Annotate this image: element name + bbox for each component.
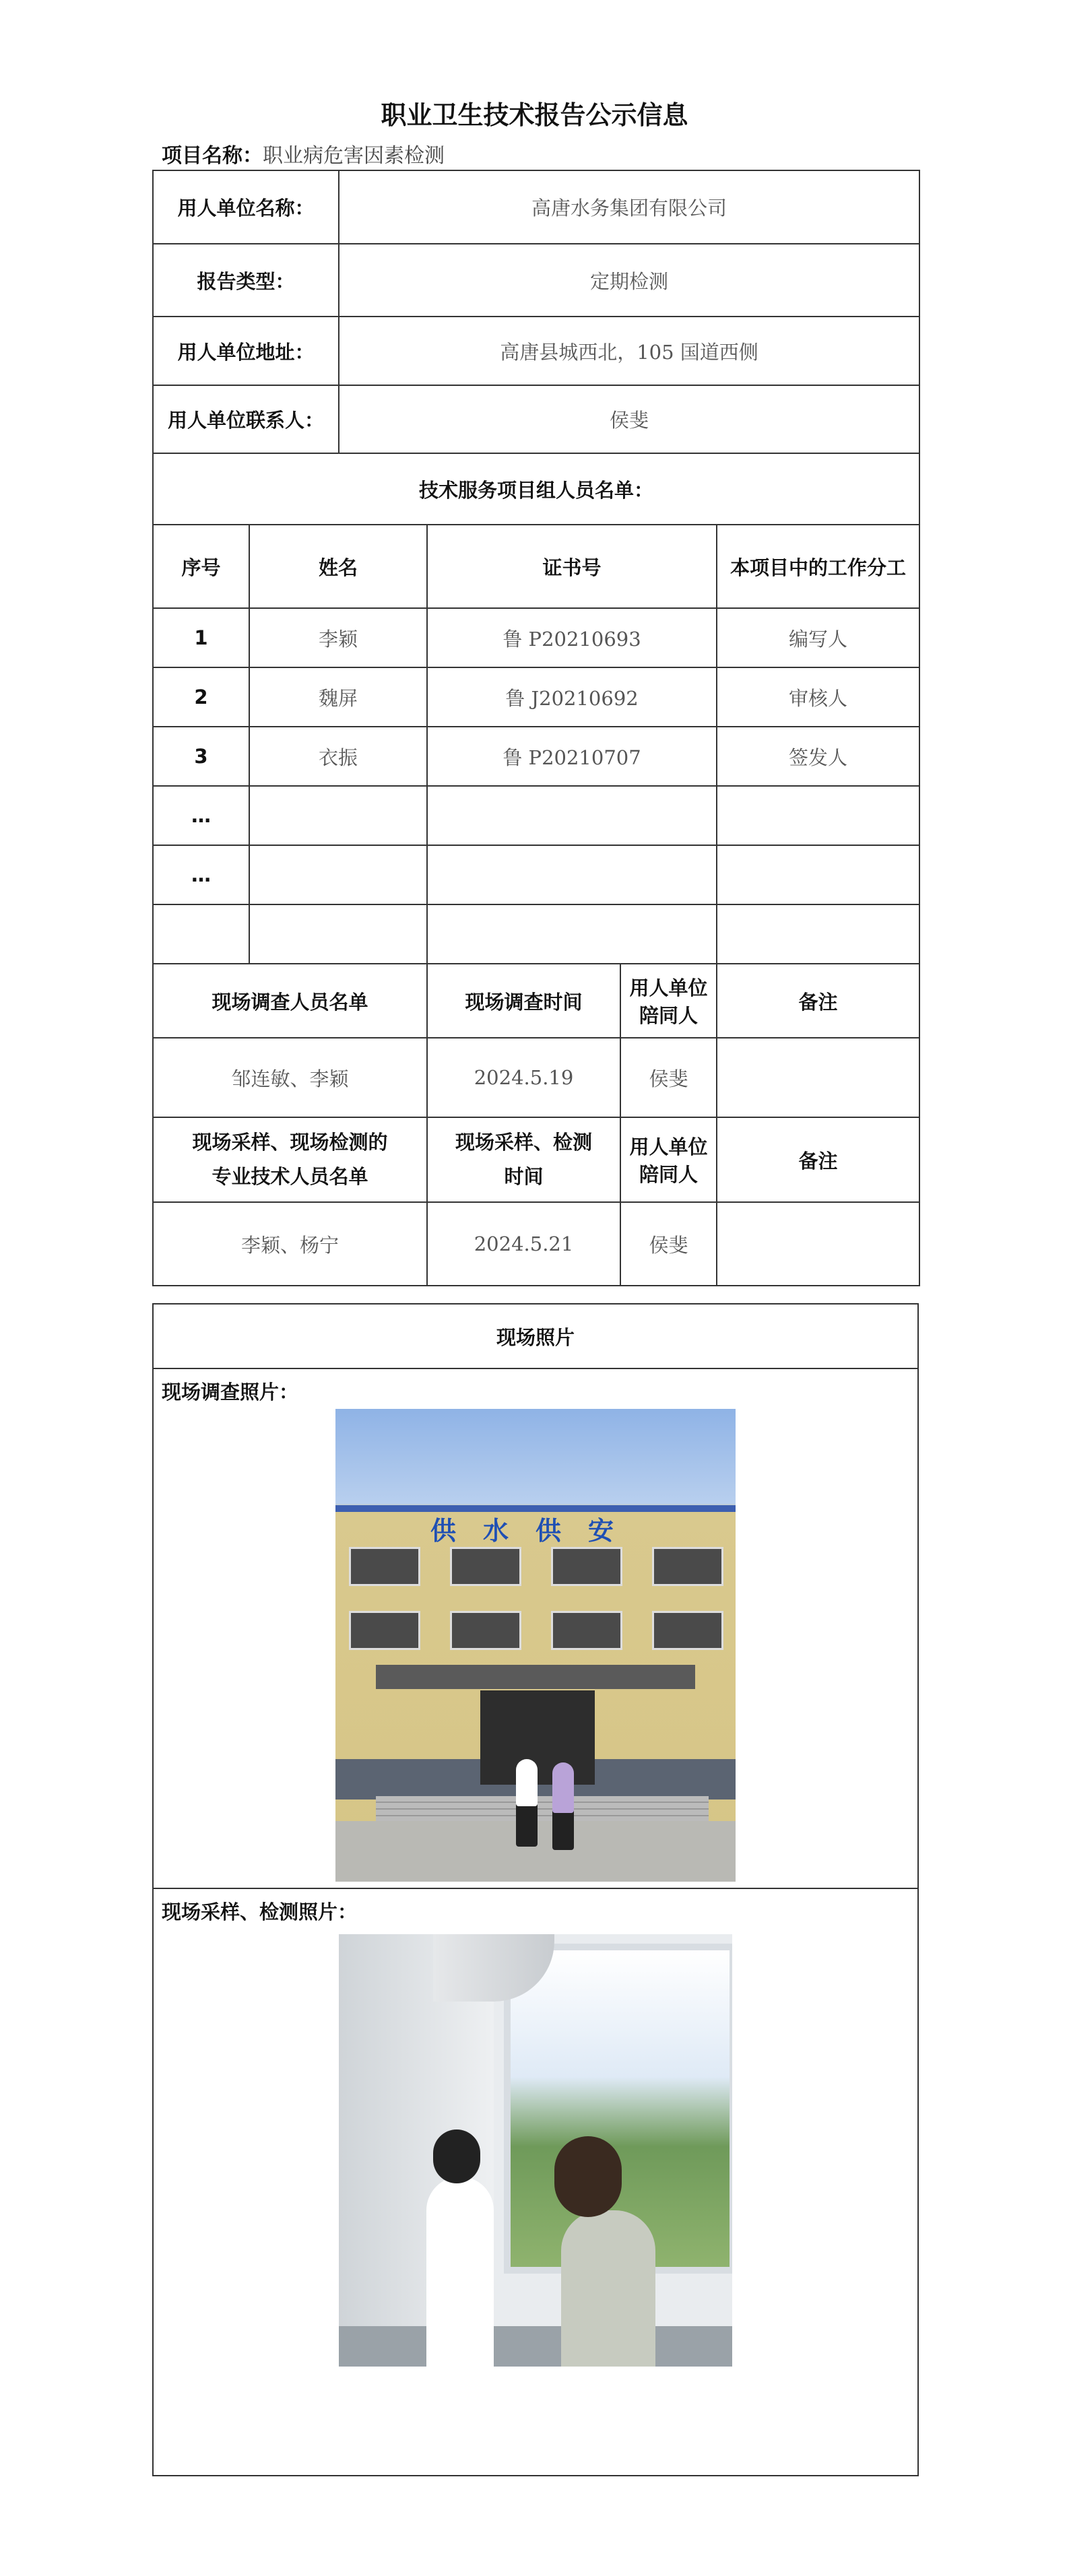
sampling-header-staff-line2: 专业技术人员名单 xyxy=(212,1165,368,1188)
person-figure xyxy=(516,1759,538,1847)
team-heading-row xyxy=(153,453,919,525)
team-header-no: 序号 xyxy=(153,525,249,608)
report-type-row xyxy=(153,244,919,317)
building-sign: 供水供安 xyxy=(430,1516,641,1546)
sampling-header-note: 备注 xyxy=(717,1117,919,1202)
table-row xyxy=(153,845,919,904)
table-row xyxy=(153,786,919,845)
technician-figure xyxy=(561,2210,655,2367)
team-header-row xyxy=(153,525,919,608)
person-figure xyxy=(552,1762,574,1850)
building-window xyxy=(450,1547,521,1586)
survey-photo-building xyxy=(335,1409,736,1882)
address-row xyxy=(153,317,919,385)
team-cert: 鲁 J20210692 xyxy=(427,667,717,727)
team-cert xyxy=(427,786,717,845)
team-cert: 鲁 P20210707 xyxy=(427,727,717,786)
building-window xyxy=(450,1611,521,1650)
survey-header-note: 备注 xyxy=(717,964,919,1038)
table-row xyxy=(153,727,919,786)
team-no: 1 xyxy=(153,608,249,667)
page-title: 职业卫生技术报告公示信息 xyxy=(381,100,688,130)
team-role xyxy=(717,845,919,904)
survey-escort: 侯斐 xyxy=(620,1038,717,1117)
team-role: 审核人 xyxy=(717,667,919,727)
sampling-time: 2024.5.21 xyxy=(427,1202,620,1286)
sampling-note xyxy=(717,1202,919,1286)
building-window xyxy=(551,1547,622,1586)
contact-row xyxy=(153,385,919,453)
team-name xyxy=(249,786,427,845)
technician-head xyxy=(433,2129,480,2183)
info-table xyxy=(152,170,920,1286)
table-row xyxy=(153,608,919,667)
technician-figure xyxy=(426,2177,494,2367)
team-role: 签发人 xyxy=(717,727,919,786)
team-no xyxy=(153,904,249,964)
team-cert: 鲁 P20210693 xyxy=(427,608,717,667)
sampling-header-escort: 用人单位陪同人 xyxy=(620,1117,717,1202)
team-role xyxy=(717,904,919,964)
team-header-role: 本项目中的工作分工 xyxy=(717,525,919,608)
project-label: 项目名称： xyxy=(162,144,263,168)
sampling-staff: 李颖、杨宁 xyxy=(153,1202,427,1286)
sampling-header-time xyxy=(427,1117,620,1202)
team-role: 编写人 xyxy=(717,608,919,667)
sampling-header-row xyxy=(153,1117,919,1202)
sampling-row xyxy=(153,1202,919,1286)
survey-time: 2024.5.19 xyxy=(427,1038,620,1117)
table-row xyxy=(153,904,919,964)
team-role xyxy=(717,786,919,845)
building-canopy xyxy=(376,1665,695,1689)
survey-photo-cell xyxy=(153,1368,918,1888)
team-name: 魏屏 xyxy=(249,667,427,727)
building-window xyxy=(652,1611,723,1650)
building-window xyxy=(551,1611,622,1650)
address-label: 用人单位地址： xyxy=(153,317,339,385)
sampling-header-time-line1: 现场采样、检测 xyxy=(455,1131,593,1154)
sampling-photo-label: 现场采样、检测照片： xyxy=(162,1901,358,1923)
team-heading: 技术服务项目组人员名单： xyxy=(153,453,919,525)
team-name: 李颖 xyxy=(249,608,427,667)
team-no: … xyxy=(153,845,249,904)
team-cert xyxy=(427,904,717,964)
sampling-header-time-line2: 时间 xyxy=(504,1165,544,1188)
team-name xyxy=(249,845,427,904)
survey-header-time: 现场调查时间 xyxy=(427,964,620,1038)
survey-header-staff: 现场调查人员名单 xyxy=(153,964,427,1038)
sampling-photo-row xyxy=(153,1888,918,2476)
report-type-label: 报告类型： xyxy=(153,244,339,317)
address-value: 高唐县城西北，105 国道西侧 xyxy=(339,317,919,385)
sampling-photo-cell xyxy=(153,1888,918,2476)
team-no: 3 xyxy=(153,727,249,786)
survey-note xyxy=(717,1038,919,1117)
sampling-photo-lab xyxy=(339,1934,732,2367)
contact-label: 用人单位联系人： xyxy=(153,385,339,453)
employer-name-label: 用人单位名称： xyxy=(153,170,339,244)
team-name: 衣振 xyxy=(249,727,427,786)
team-header-cert: 证书号 xyxy=(427,525,717,608)
employer-name-value: 高唐水务集团有限公司 xyxy=(339,170,919,244)
lab-counter xyxy=(339,2326,732,2367)
project-value: 职业病危害因素检测 xyxy=(263,144,445,168)
team-cert xyxy=(427,845,717,904)
survey-photo-label: 现场调查照片： xyxy=(162,1381,299,1403)
survey-header-escort: 用人单位陪同人 xyxy=(620,964,717,1038)
photos-heading: 现场照片 xyxy=(153,1304,918,1368)
team-name xyxy=(249,904,427,964)
building-steps xyxy=(376,1796,709,1823)
table-row xyxy=(153,667,919,727)
technician-head xyxy=(554,2136,622,2217)
survey-header-row xyxy=(153,964,919,1038)
photos-table xyxy=(152,1303,919,2476)
photos-heading-row xyxy=(153,1304,918,1368)
survey-photo-row xyxy=(153,1368,918,1888)
building-door xyxy=(480,1690,595,1785)
contact-value: 侯斐 xyxy=(339,385,919,453)
team-no: 2 xyxy=(153,667,249,727)
project-line xyxy=(162,139,445,168)
survey-staff: 邹连敏、李颖 xyxy=(153,1038,427,1117)
team-header-name: 姓名 xyxy=(249,525,427,608)
report-type-value: 定期检测 xyxy=(339,244,919,317)
sampling-header-staff xyxy=(153,1117,427,1202)
survey-row xyxy=(153,1038,919,1117)
building-window xyxy=(349,1547,420,1586)
building-window xyxy=(652,1547,723,1586)
sampling-escort: 侯斐 xyxy=(620,1202,717,1286)
sampling-header-staff-line1: 现场采样、现场检测的 xyxy=(192,1131,388,1154)
employer-name-row xyxy=(153,170,919,244)
building-window xyxy=(349,1611,420,1650)
team-no: … xyxy=(153,786,249,845)
